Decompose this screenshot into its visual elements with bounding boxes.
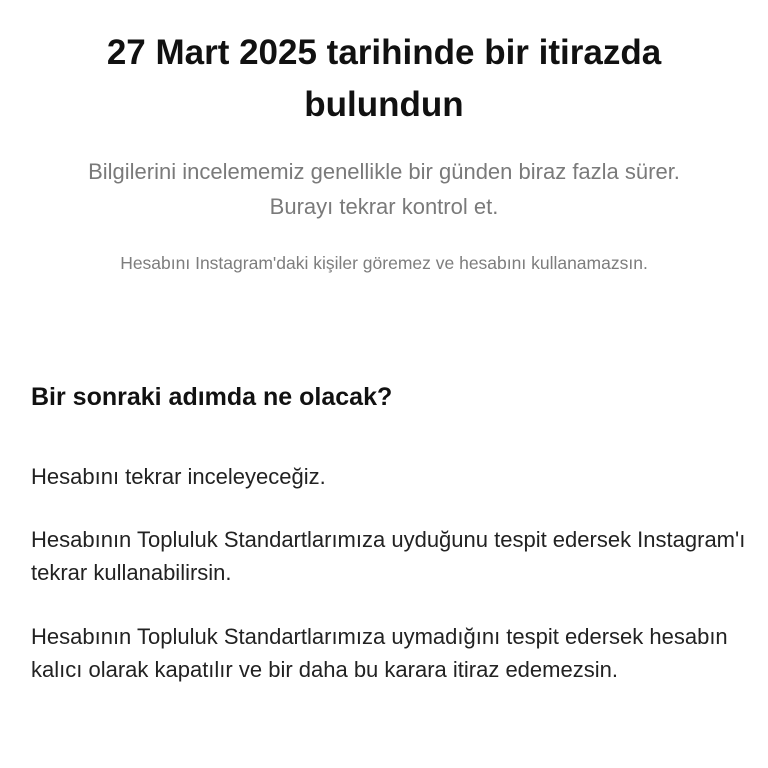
account-restriction-notice: Hesabını Instagram'daki kişiler göremez ve hesabını kullanamazsın. xyxy=(120,253,648,273)
next-step-item: Hesabının Topluluk Standartlarımıza uyduğunu tespit edersek Instagram'ı tekrar kullanabilirsin. xyxy=(31,527,746,585)
next-steps-heading: Bir sonraki adımda ne olacak? xyxy=(31,383,393,411)
page-title: 27 Mart 2025 tarihinde bir itirazda bulundun xyxy=(106,33,662,124)
next-step-item: Hesabının Topluluk Standartlarımıza uymadığını tespit edersek hesabın kalıcı olarak kapatılır ve bir daha bu karara itiraz edemezsin. xyxy=(31,624,728,682)
review-time-text: Bilgilerini incelememiz genellikle bir günden biraz fazla sürer. Burayı tekrar kontrol et. xyxy=(88,159,680,219)
next-step-item: Hesabını tekrar inceleyeceğiz. xyxy=(31,464,326,489)
